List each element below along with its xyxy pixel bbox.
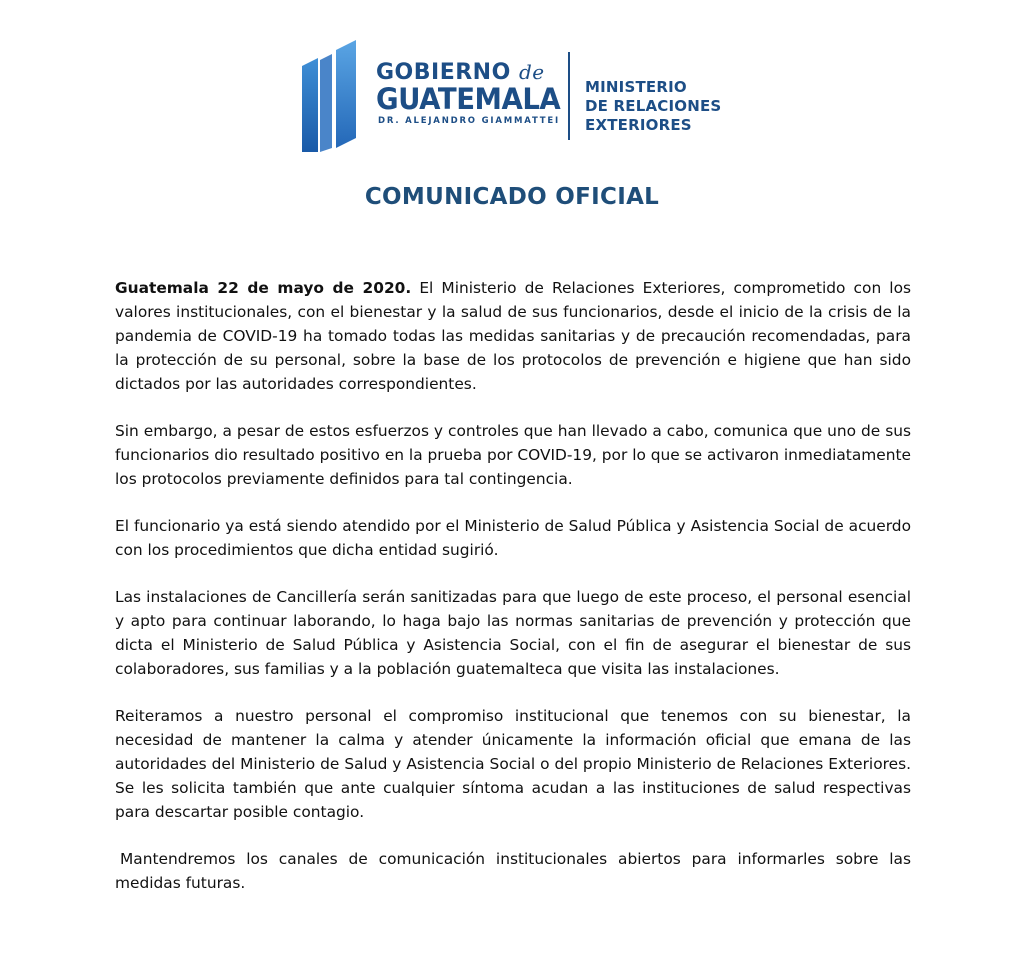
gobierno-logo — [376, 60, 561, 130]
paragraph: Las instalaciones de Cancillería serán sanitizadas para que luego de este proceso, el personal esencial y apto para continuar laborando, lo haga bajo las normas sanitarias de prevención y protección que dicta el Ministerio de Salud Pública y Asistencia Social, con el fin de asegurar el bienestar de sus colaboradores, sus familias y a la población guatemalteca que visita las instalaciones. — [115, 588, 911, 678]
ministry-line: MINISTERIO — [585, 78, 687, 96]
paragraph: Reiteramos a nuestro personal el compromiso institucional que tenemos con su bienestar, la necesidad de mantener la calma y atender únicamente la información oficial que emana de las autoridades del Ministerio de Salud y Asistencia Social o del propio Ministerio de Relaciones Exteriores. Se les solicita también que ante cualquier síntoma acudan a las instituciones de salud respectivas para descartar posible contagio. — [115, 707, 911, 821]
letterhead — [0, 0, 1024, 170]
communique-body — [115, 276, 911, 918]
guatemala-pillars-icon — [296, 40, 362, 152]
ministry-name — [585, 78, 721, 135]
document-title: COMUNICADO OFICIAL — [364, 184, 660, 210]
logo-guatemala-text: GUATEMALA — [376, 82, 561, 116]
logo-president-text: DR. ALEJANDRO GIAMMATTEI — [378, 116, 560, 126]
paragraph-text: El Ministerio de Relaciones Exteriores, comprometido con los valores institucionales, con el bienestar y la salud de sus funcionarios, desde el inicio de la crisis de la pandemia de COVID-19 ha tomado todas las medidas sanitarias y de precaución recomendadas, para la protección de su personal, sobre la base de los protocolos de prevención e higiene que han sido dictados por las autoridades correspondientes. — [115, 279, 911, 393]
logo-gobierno-text: GOBIERNO de — [376, 60, 545, 85]
paragraph: El funcionario ya está siendo atendido por el Ministerio de Salud Pública y Asistencia Social de acuerdo con los procedimientos que dicha entidad sugirió. — [115, 517, 911, 559]
ministry-line: DE RELACIONES — [585, 97, 722, 115]
paragraph: Sin embargo, a pesar de estos esfuerzos y controles que han llevado a cabo, comunica que uno de sus funcionarios dio resultado positivo en la prueba por COVID-19, por lo que se activaron inmediatamente los protocolos previamente definidos para tal contingencia. — [115, 422, 911, 488]
paragraph: Mantendremos los canales de comunicación institucionales abiertos para informarles sobre las medidas futuras. — [115, 850, 911, 892]
dateline: Guatemala 22 de mayo de 2020. — [115, 279, 412, 297]
paragraph — [115, 276, 911, 396]
header-divider — [568, 52, 570, 140]
ministry-line: EXTERIORES — [585, 116, 692, 134]
